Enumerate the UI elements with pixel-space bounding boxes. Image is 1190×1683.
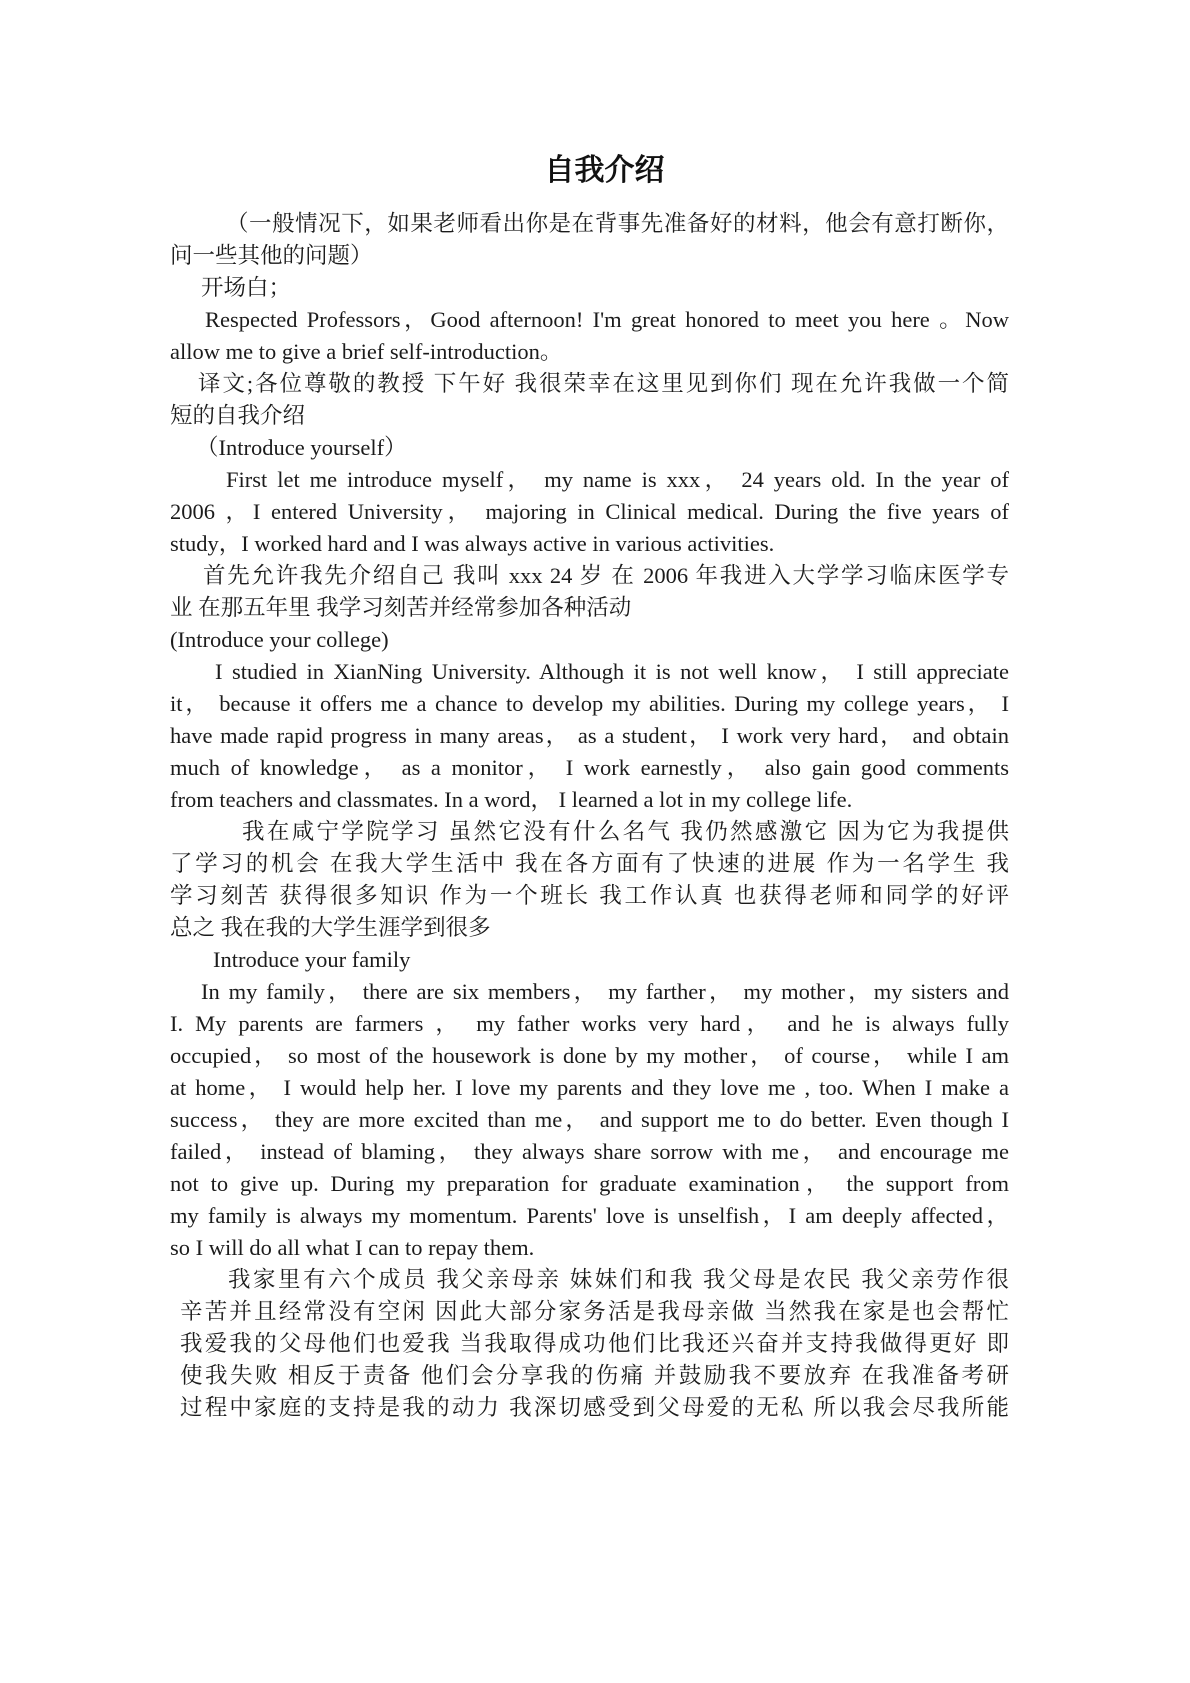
text-line: 过程中家庭的支持是我的动力 我深切感受到父母爱的无私 所以我会尽我所能	[180, 1395, 1009, 1420]
text-line: 译文;各位尊敬的教授 下午好 我很荣幸在这里见到你们 现在允许我做一个简	[198, 371, 1009, 396]
text-line: (Introduce your college)	[170, 627, 389, 652]
text-line: my family is always my momentum. Parents' love is unselfish，I am deeply affected，	[170, 1203, 1009, 1228]
text-line: 业 在那五年里 我学习刻苦并经常参加各种活动	[170, 595, 632, 620]
text-line: not to give up. During my preparation for graduate examination， the support from	[170, 1171, 1009, 1196]
text-line: 学习刻苦 获得很多知识 作为一个班长 我工作认真 也获得老师和同学的好评	[170, 883, 1009, 908]
text-line: allow me to give a brief self-introduction。	[170, 339, 563, 364]
text-line: from teachers and classmates. In a word， I learned a lot in my college life.	[170, 787, 853, 812]
text-line: study，I worked hard and I was always active in various activities.	[170, 531, 775, 556]
document-content	[170, 150, 1009, 1424]
text-line: failed， instead of blaming， they always share sorrow with me， and encourage me	[170, 1139, 1009, 1164]
paragraph-opening-label	[170, 272, 1009, 304]
text-line: have made rapid progress in many areas， as a student， I work very hard， and obtain	[170, 723, 1009, 748]
text-line: so I will do all what I can to repay them.	[170, 1235, 535, 1260]
paragraph-opening-english	[170, 304, 1009, 368]
text-line: I studied in XianNing University. Although it is not well know， I still appreciate	[215, 659, 1009, 684]
paragraph-college-chinese	[170, 816, 1009, 944]
paragraph-family-chinese	[180, 1264, 1009, 1424]
text-line: 首先允许我先介绍自己 我叫 xxx 24 岁 在 2006 年我进入大学学习临床医学专	[203, 563, 1009, 588]
paragraph-family-english	[170, 976, 1009, 1264]
text-line: 短的自我介绍	[170, 403, 306, 428]
text-line: success， they are more excited than me， and support me to do better. Even though I	[170, 1107, 1009, 1132]
text-line: （Introduce yourself）	[196, 435, 407, 460]
text-line: 我爱我的父母他们也爱我 当我取得成功他们比我还兴奋并支持我做得更好 即	[180, 1331, 1009, 1356]
text-line: In my family， there are six members， my farther， my mother，my sisters and	[201, 979, 1009, 1004]
heading-introduce-yourself	[170, 432, 1009, 464]
text-line: much of knowledge， as a monitor， I work earnestly， also gain good comments	[170, 755, 1009, 780]
text-line: Respected Professors，Good afternoon! I'm great honored to meet you here 。Now	[205, 307, 1009, 332]
text-line: occupied， so most of the housework is done by my mother， of course， while I am	[170, 1043, 1009, 1068]
text-line: Introduce your family	[213, 947, 411, 972]
text-line: it， because it offers me a chance to develop my abilities. During my college years， I	[170, 691, 1009, 716]
text-line: I. My parents are farmers ， my father works very hard， and he is always fully	[170, 1011, 1009, 1036]
heading-introduce-family	[170, 944, 1009, 976]
text-line: 开场白；	[201, 275, 292, 300]
text-line: 问一些其他的问题）	[170, 243, 373, 268]
paragraph-opening-chinese	[170, 368, 1009, 432]
text-line: 2006 ，I entered University， majoring in Clinical medical. During the five years of	[170, 499, 1009, 524]
text-line: 了学习的机会 在我大学生活中 我在各方面有了快速的进展 作为一名学生 我	[170, 851, 1009, 876]
paragraph-college-english	[170, 656, 1009, 816]
text-line: 我家里有六个成员 我父亲母亲 妹妹们和我 我父母是农民 我父亲劳作很	[228, 1267, 1009, 1292]
text-line: 使我失败 相反于责备 他们会分享我的伤痛 并鼓励我不要放弃 在我准备考研	[180, 1363, 1009, 1388]
text-line: 我在咸宁学院学习 虽然它没有什么名气 我仍然感激它 因为它为我提供	[242, 819, 1009, 844]
paragraph-yourself-english	[170, 464, 1009, 560]
text-line: First let me introduce myself， my name is xxx， 24 years old. In the year of	[226, 467, 1009, 492]
heading-introduce-college	[170, 624, 1009, 656]
text-line: 总之 我在我的大学生涯学到很多	[170, 915, 491, 940]
page-title: 自我介绍	[544, 154, 665, 187]
paragraph-yourself-chinese	[170, 560, 1009, 624]
text-line: （一般情况下，如果老师看出你是在背事先准备好的材料，他会有意打断你，	[226, 211, 1009, 236]
text-line: 辛苦并且经常没有空闲 因此大部分家务活是我母亲做 当然我在家是也会帮忙	[180, 1299, 1009, 1324]
text-line: at home， I would help her. I love my parents and they love me , too. When I make a	[170, 1075, 1009, 1100]
paragraph-note	[170, 208, 1009, 272]
